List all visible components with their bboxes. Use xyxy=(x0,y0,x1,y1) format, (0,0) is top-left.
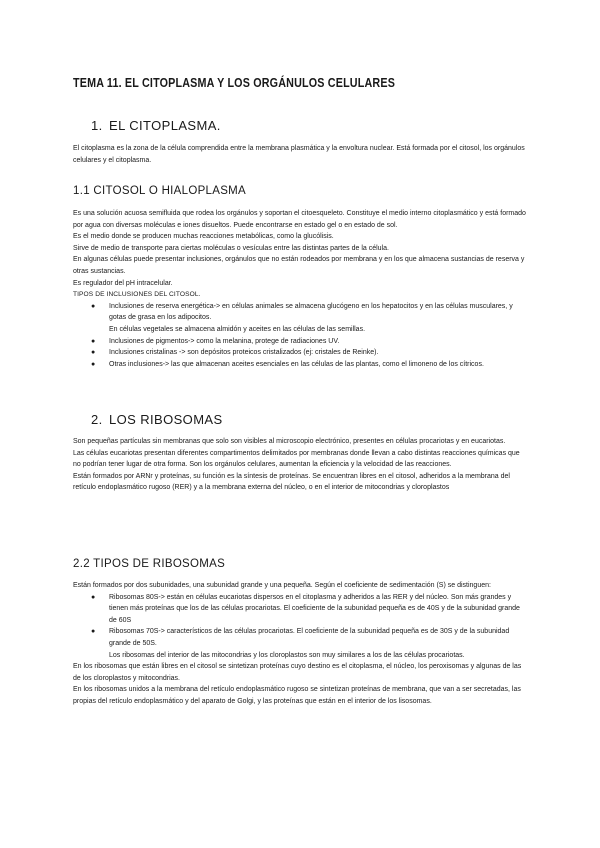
section-title: EL CITOPLASMA. xyxy=(109,118,221,133)
list-item-text: Otras inclusiones-> las que almacenan aceites esenciales en las células de las plantas, como el limoneno de los cítricos. xyxy=(109,360,484,368)
paragraph: Es una solución acuosa semifluida que rodea los orgánulos y soportan el citoesqueleto. Constituye el medio interno citoplasmático y está formado por agua con diversas moléculas e iones disueltos. Puede encontrarse en estado gel o en estado de sol. xyxy=(73,210,526,229)
bullet-icon: ● xyxy=(91,337,96,345)
paragraph: En algunas células puede presentar inclusiones, orgánulos que no están rodeados por membrana y en los que almacena sustancias de reserva y otras sustancias. xyxy=(73,256,525,275)
list-item xyxy=(73,301,527,324)
citosol-block xyxy=(73,208,527,370)
paragraph: El citoplasma es la zona de la célula comprendida entre la membrana plasmática y la envoltura nuclear. Está formada por el citosol, los orgánulos celulares y el citoplasma. xyxy=(73,145,525,164)
paragraph: Están formados por dos subunidades, una subunidad grande y una pequeña. Según el coeficiente de sedimentación (S) se distinguen: xyxy=(73,582,491,589)
list-item-text: Inclusiones de reserva energética-> en células animales se almacena glucógeno en los hepatocitos y en las células musculares, y gotas de grasa en los adipocitos. xyxy=(109,302,513,322)
list-item-text: Inclusiones de pigmentos-> como la melanina, protege de radiaciones UV. xyxy=(109,337,340,345)
ribosomas-block xyxy=(73,436,527,494)
paragraph: Las células eucariotas presentan diferentes compartimentos delimitados por membranas donde llevan a cabo distintas reacciones químicas que no podrían tener lugar de otra forma. Son los orgánulos celulares, aumentan la eficiencia y la velocidad de las reacciones. xyxy=(73,449,520,469)
subsection-heading-tipos-ribosomas: 2.2 TIPOS DE RIBOSOMAS xyxy=(73,558,226,570)
list-item-continuation: En células vegetales se almacena almidón y aceites en las células de las semillas. xyxy=(109,325,366,333)
paragraph: En los ribosomas que están libres en el citosol se sintetizan proteínas cuyo destino es el citoplasma, el núcleo, los peroxisomas y algunas de las de los cloroplastos y mitocondrias. xyxy=(73,663,522,682)
list-item xyxy=(73,347,527,359)
bullet-icon: ● xyxy=(91,302,96,310)
bullet-icon: ● xyxy=(91,349,96,357)
paragraph: Sirve de medio de transporte para ciertas moléculas o vesículas entre las distintas partes de la célula. xyxy=(73,244,389,252)
list-item-text: Ribosomas 70S-> característicos de las células procariotas. El coeficiente de la subunidad pequeña es de 30S y de la subunidad grande de 50S. xyxy=(109,628,510,647)
section-intro-block xyxy=(73,143,527,166)
paragraph: Son pequeñas partículas sin membranas que solo son visibles al microscopio electrónico, presentes en células procariotas y en eucariotas. xyxy=(73,438,506,445)
list-item-text: Ribosomas 80S-> están en células eucariotas dispersos en el citoplasma y adheridos a las RER y del núcleo. Son más grandes y tienen más proteínas que los de las células procariotas. El coeficiente de la subunidad pequeña es de 40S y de la subunidad grande de 60S xyxy=(109,593,520,624)
bullet-icon: ● xyxy=(91,360,96,368)
list-item-text: Inclusiones cristalinas -> son depósitos proteicos cristalizados (ej: cristales de Reinke). xyxy=(109,349,379,357)
bullet-icon: ● xyxy=(91,628,96,636)
inclusions-title: TIPOS DE INCLUSIONES DEL CITOSOL. xyxy=(73,291,201,299)
section-number: 1. xyxy=(91,118,103,133)
tipos-ribosomas-block xyxy=(73,580,527,708)
bullet-icon: ● xyxy=(91,593,96,601)
list-item-continuation: Los ribosomas del interior de las mitocondrias y los cloroplastos son muy similares a los de las células procariotas. xyxy=(109,651,465,659)
document-title: TEMA 11. EL CITOPLASMA Y LOS ORGÁNULOS CELULARES xyxy=(73,76,396,90)
paragraph: En los ribosomas unidos a la membrana del retículo endoplasmático rugoso se sintetizan proteínas de membrana, que van a ser secretadas, las propias del retículo endoplasmático y del aparato de Golgi, y las proteínas que están en el interior de los lisosomas. xyxy=(73,686,521,705)
paragraph: Es regulador del pH intracelular. xyxy=(73,279,173,287)
section-number: 2. xyxy=(91,412,103,427)
list-item xyxy=(73,336,527,348)
subsection-heading-citosol: 1.1 CITOSOL O HIALOPLASMA xyxy=(73,185,247,197)
section-title: LOS RIBOSOMAS xyxy=(109,412,223,427)
section-heading-citoplasma xyxy=(91,118,221,133)
list-item xyxy=(73,592,527,627)
paragraph: Es el medio donde se producen muchas reacciones metabólicas, como la glucólisis. xyxy=(73,233,334,241)
section-heading-ribosomas xyxy=(91,412,223,427)
list-item xyxy=(73,626,527,649)
list-item xyxy=(73,359,527,371)
paragraph: Están formados por ARNr y proteínas, su función es la síntesis de proteínas. Se encuentran libres en el citosol, adheridos a la membrana del retículo endoplasmático rugoso (RER) y a la membrana externa del núcleo, o en el interior de mitocondrias y cloroplastos xyxy=(73,472,510,492)
